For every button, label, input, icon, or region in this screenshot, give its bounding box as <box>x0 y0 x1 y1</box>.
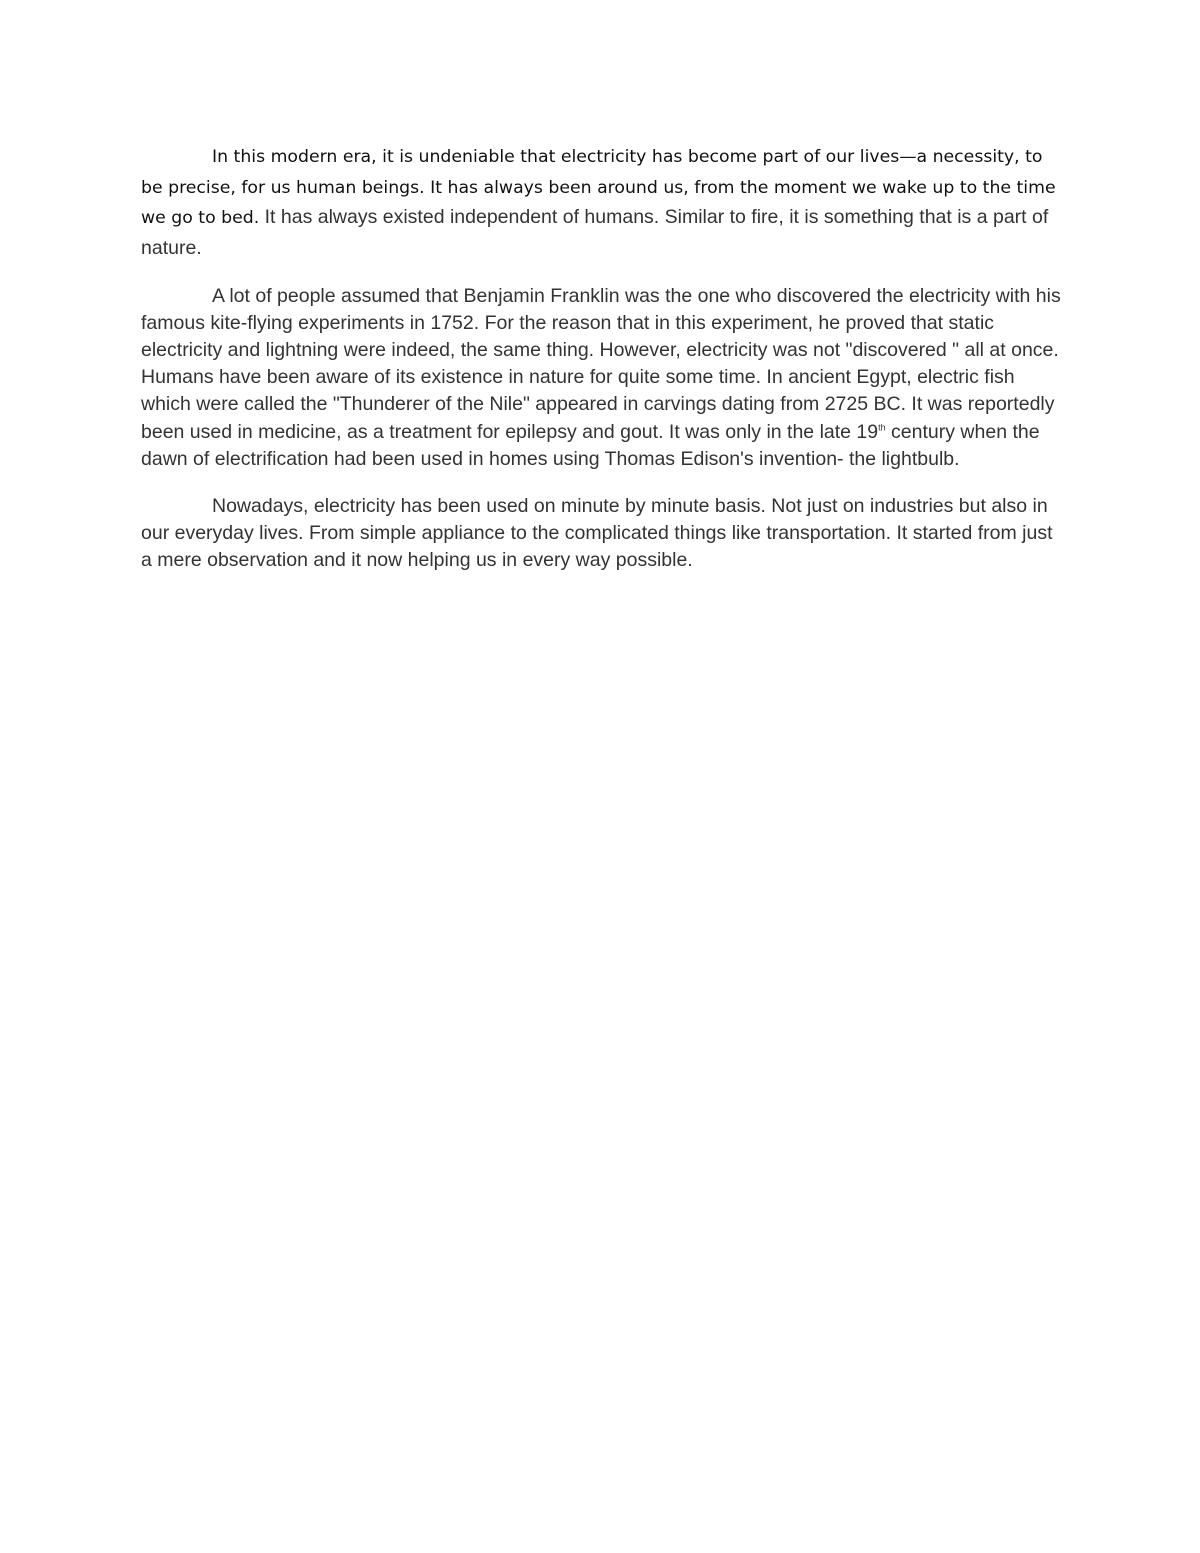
paragraph-3 <box>141 493 1061 575</box>
paragraph-2-text-before-superscript: A lot of people assumed that Benjamin Franklin was the one who discovered the electricity with his famous kite-flying experiments in 1752. For the reason that in this experiment, he proved that static electricity and lightning were indeed, the same thing. However, electricity was not "discovered " all at once. Humans have been aware of its existence in nature for quite some time. In ancient Egypt, electric fish which were called the "Thunderer of the Nile" appeared in carvings dating from 2725 BC. It was reportedly been used in medicine, as a treatment for epilepsy and gout. It was only in the late 19 <box>141 284 1061 443</box>
paragraph-1 <box>141 142 1061 263</box>
paragraph-1-lead-text: In this modern era, it is undeniable that electricity has become part of our lives—a necessity, to be precise, for us human beings. It has always been around us, from the moment we wake up to the time we go to bed. <box>141 147 1056 228</box>
paragraph-3-text: Nowadays, electricity has been used on minute by minute basis. Not just on industries but also in our everyday lives. From simple appliance to the complicated things like transportation. It started from just a mere observation and it now helping us in every way possible. <box>141 494 1053 572</box>
paragraph-2-text-after-superscript: century when the dawn of electrification had been used in homes using Thomas Edison's invention- the lightbulb. <box>141 420 1040 470</box>
ordinal-superscript: th <box>878 422 886 433</box>
paragraph-1-rest-text: It has always existed independent of humans. Similar to fire, it is something that is a part of nature. <box>141 206 1049 259</box>
paragraph-2 <box>141 283 1061 473</box>
document-body <box>141 142 1061 595</box>
